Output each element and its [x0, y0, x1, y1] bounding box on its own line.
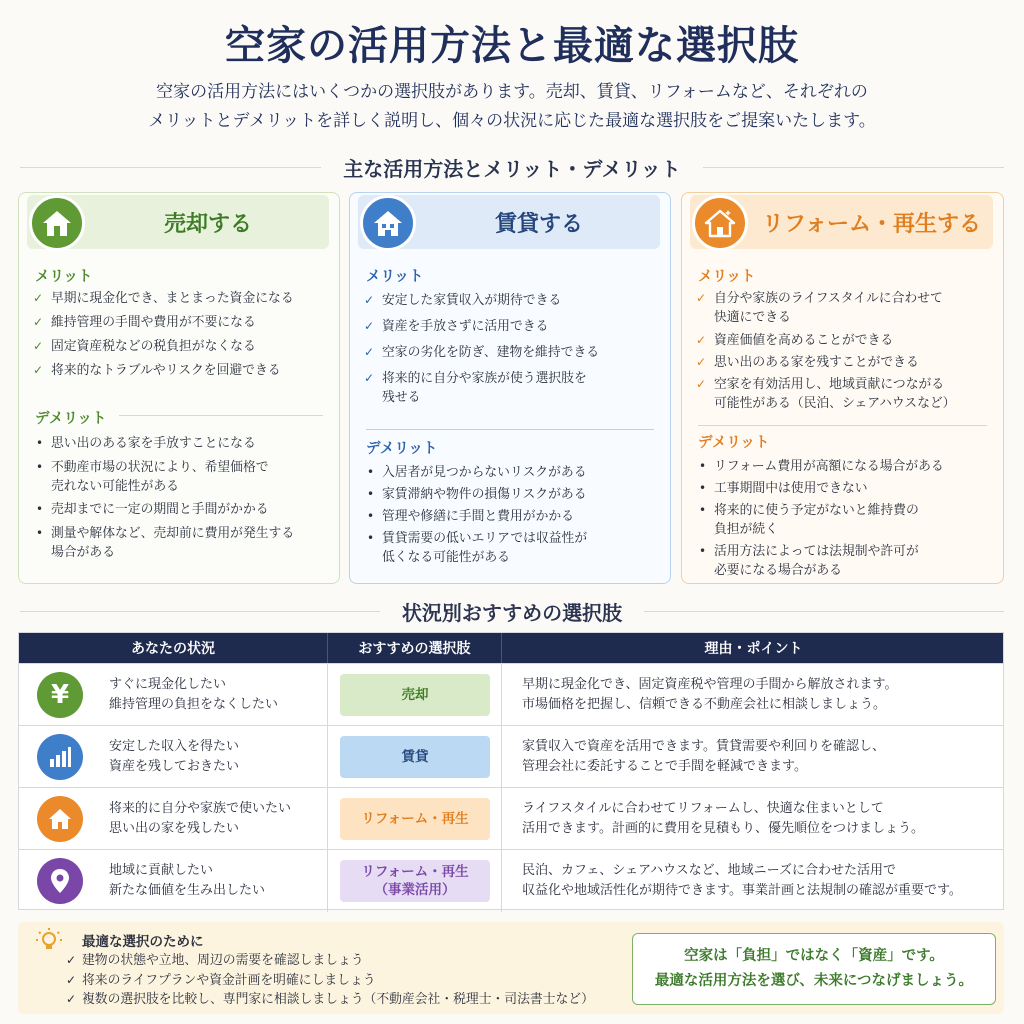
demerit-label: デメリット: [366, 441, 438, 457]
intro-line: 空家の活用方法にはいくつかの選択肢があります。売却、賃貸、リフォームなど、それぞれの: [156, 82, 868, 102]
section-title: 主な活用方法とメリット・デメリット: [343, 156, 681, 181]
recommend-badge: リフォーム・再生 （事業活用）: [340, 860, 490, 902]
situation-text: 安定した収入を得たい 資産を残しておきたい: [109, 739, 240, 774]
demerit-label: デメリット: [35, 411, 107, 427]
card-renovate: [681, 192, 1004, 584]
card-sell: [18, 192, 340, 584]
list-item: ✓ 将来的に自分や家族が使う選択肢を 残せる: [364, 371, 587, 405]
check-icon: ✓: [364, 319, 375, 333]
card-header: [27, 195, 329, 249]
list-item: • 工事期間中は使用できない: [699, 481, 868, 496]
lightbulb-icon: [34, 926, 64, 956]
merit-list: [364, 291, 662, 407]
table-row: [19, 849, 1003, 911]
recommend-badge: リフォーム・再生: [340, 798, 490, 840]
column-header: あなたの状況: [131, 641, 215, 657]
list-item: • リフォーム費用が高額になる場合がある: [699, 459, 944, 474]
yen-icon: ¥: [37, 672, 83, 718]
section-heading-methods: [20, 152, 1004, 182]
list-item: ✓ 思い出のある家を残すことができる: [696, 355, 919, 370]
card-title: 賃貸する: [494, 211, 583, 237]
list-item: • 入居者が見つからないリスクがある: [367, 465, 587, 480]
list-item: ✓ 維持管理の手間や費用が不要になる: [33, 315, 256, 330]
intro-text: [0, 78, 1024, 136]
list-item: ✓ 早期に現金化でき、まとまった資金になる: [33, 291, 294, 306]
card-title: リフォーム・再生する: [762, 211, 981, 237]
list-item: • 家賃滞納や物件の損傷リスクがある: [367, 487, 587, 502]
check-icon: ✓: [66, 972, 77, 987]
list-item: ✓ 将来的なトラブルやリスクを回避できる: [33, 363, 281, 378]
intro-line: メリットとデメリットを詳しく説明し、個々の状況に応じた最適な選択肢をご提案いたします。: [148, 111, 876, 131]
recommend-badge: 売却: [340, 674, 490, 716]
demerit-list: [364, 463, 662, 567]
list-item: ✓ 空家の劣化を防ぎ、建物を維持できる: [364, 345, 600, 360]
bar-chart-icon: [37, 734, 83, 780]
bullet-icon: •: [699, 503, 707, 517]
list-item: ✓ 自分や家族のライフスタイルに合わせて 快適にできる: [696, 291, 943, 325]
merit-label: メリット: [698, 269, 756, 285]
merit-label: メリット: [366, 269, 424, 285]
demerit-label: デメリット: [698, 435, 770, 451]
situation-text: 地域に貢献したい 新たな価値を生み出したい: [109, 863, 266, 898]
recommend-badge: 賃貸: [340, 736, 490, 778]
section-heading-recommend: [20, 596, 1004, 626]
list-item: ✓ 将来のライフプランや資金計画を明確にしましょう: [66, 971, 594, 991]
merit-label: メリット: [35, 269, 93, 285]
table-header: [19, 633, 1003, 663]
check-icon: ✓: [33, 291, 44, 305]
reason-text: 家賃収入で資産を活用できます。賃貸需要や利回りを確認し、 管理会社に委託することで手間を軽減できます。: [522, 739, 885, 774]
card-title: 売却する: [163, 211, 252, 237]
demerit-list: [33, 434, 331, 562]
list-item: ✓ 資産を手放さずに活用できる: [364, 319, 549, 334]
bullet-icon: •: [699, 481, 707, 495]
situation-text: 将来的に自分や家族で使いたい 思い出の家を残したい: [109, 801, 292, 836]
list-item: ✓ 資産価値を高めることができる: [696, 333, 894, 348]
list-item: • 測量や解体など、売却前に費用が発生する 場合がある: [36, 526, 295, 560]
bullet-icon: •: [36, 460, 44, 474]
check-icon: ✓: [364, 293, 375, 307]
house-icon: [37, 796, 83, 842]
message-box: 空家は「負担」ではなく「資産」です。 最適な活用方法を選び、未来につなげましょう。: [632, 933, 996, 1005]
card-rent: [349, 192, 671, 584]
rental-house-icon: [360, 195, 416, 251]
bullet-icon: •: [367, 531, 375, 545]
table-row: [19, 787, 1003, 849]
check-icon: ✓: [364, 371, 375, 385]
check-icon: ✓: [696, 377, 707, 391]
check-icon: ✓: [33, 339, 44, 353]
list-item: ✓ 複数の選択肢を比較し、専門家に相談しましょう（不動産会社・税理士・司法書士など）: [66, 990, 594, 1010]
check-icon: ✓: [33, 315, 44, 329]
list-item: • 売却までに一定の期間と手間がかかる: [36, 502, 269, 517]
merit-list: [33, 289, 331, 380]
list-item: • 管理や修繕に手間と費用がかかる: [367, 509, 574, 524]
bullet-icon: •: [367, 465, 375, 479]
situation-text: すぐに現金化したい 維持管理の負担をなくしたい: [109, 677, 279, 712]
page-title: 空家の活用方法と最適な選択肢: [225, 23, 799, 69]
check-icon: ✓: [696, 355, 707, 369]
reason-text: 民泊、カフェ、シェアハウスなど、地域ニーズに合わせた活用で 収益化や地域活性化が期待できます。事業計画と法規制の確認が重要です。: [522, 863, 962, 898]
list-item: ✓ 建物の状態や立地、周辺の需要を確認しましょう: [66, 951, 594, 971]
list-item: ✓ 安定した家賃収入が期待できる: [364, 293, 562, 308]
section-title: 状況別おすすめの選択肢: [401, 600, 623, 625]
tips-list: [66, 951, 594, 1010]
column-header: 理由・ポイント: [501, 633, 1005, 663]
table-row: [19, 663, 1003, 725]
check-icon: ✓: [66, 953, 77, 967]
house-icon: [29, 195, 85, 251]
reason-text: 早期に現金化でき、固定資産税や管理の手間から解放されます。 市場価格を把握し、信頼できる不動産会社に相談しましょう。: [522, 677, 898, 712]
bullet-icon: •: [36, 436, 44, 450]
list-item: • 活用方法によっては法規制や許可が 必要になる場合がある: [699, 544, 919, 578]
recommendation-table: [18, 632, 1004, 910]
table-row: [19, 725, 1003, 787]
list-item: • 不動産市場の状況により、希望価格で 売れない可能性がある: [36, 460, 269, 494]
check-icon: ✓: [66, 992, 77, 1006]
tips-panel: [18, 922, 1004, 1014]
check-icon: ✓: [364, 345, 375, 359]
tips-title: 最適な選択のために: [82, 934, 204, 950]
list-item: • 将来的に使う予定がないと維持費の 負担が続く: [699, 503, 919, 537]
bullet-icon: •: [367, 487, 375, 501]
location-pin-icon: [37, 858, 83, 904]
list-item: • 賃貸需要の低いエリアでは収益性が 低くなる可能性がある: [367, 531, 588, 565]
card-header: [358, 195, 660, 249]
bullet-icon: •: [36, 526, 44, 540]
card-header: [690, 195, 993, 249]
bullet-icon: •: [699, 544, 707, 558]
check-icon: ✓: [696, 333, 707, 347]
bullet-icon: •: [36, 502, 44, 516]
check-icon: ✓: [696, 291, 707, 305]
demerit-list: [696, 457, 995, 580]
reason-text: ライフスタイルに合わせてリフォームし、快適な住まいとして 活用できます。計画的に費用を見積もり、優先順位をつけましょう。: [522, 801, 924, 836]
column-header: おすすめの選択肢: [327, 633, 501, 663]
renovation-house-icon: [692, 195, 748, 251]
merit-list: [696, 289, 995, 413]
list-item: ✓ 空家を有効活用し、地域貢献につながる 可能性がある（民泊、シェアハウスなど）: [696, 377, 956, 411]
bullet-icon: •: [367, 509, 375, 523]
list-item: • 思い出のある家を手放すことになる: [36, 436, 256, 451]
list-item: ✓ 固定資産税などの税負担がなくなる: [33, 339, 256, 354]
bullet-icon: •: [699, 459, 707, 473]
check-icon: ✓: [33, 363, 44, 377]
